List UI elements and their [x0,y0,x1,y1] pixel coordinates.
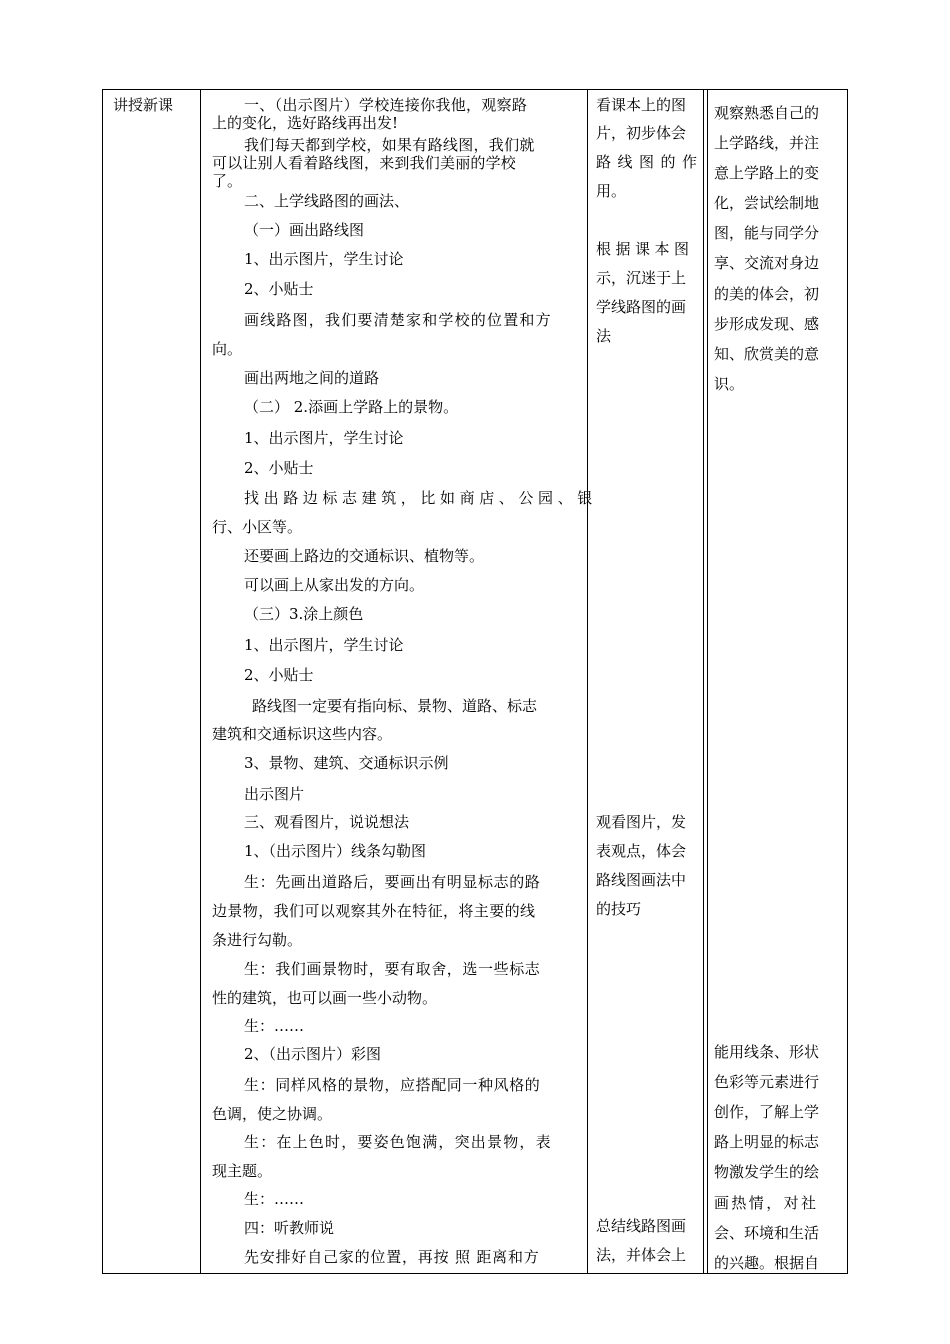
content-line: 2、小贴士 [244,666,314,684]
intent-line: 意上学路上的变 [714,164,820,182]
intent-line: 识。 [714,375,745,393]
intent-line: 观察熟悉自己的 [714,104,820,122]
content-line: 找出路边标志建筑，比如商店、公园、银 [244,489,597,507]
student-line: 观看图片，发 [596,813,687,831]
content-line: 画出两地之间的道路 [244,369,380,387]
content-line: 我们每天都到学校，如果有路线图，我们就 [244,136,535,154]
content-line: 二、上学线路图的画法、 [244,192,410,210]
content-line: 生：在上色时，要姿色饱满，突出景物，表 [244,1133,552,1151]
intent-line: 画热情，对社 [714,1194,819,1212]
student-line: 路线图的作 [596,153,704,171]
content-line: 1、出示图片，学生讨论 [244,429,404,447]
intent-line: 能用线条、形状 [714,1043,820,1061]
content-line: 2、小贴士 [244,459,314,477]
content-line: 3、景物、建筑、交通标识示例 [244,754,449,772]
content-line: 现主题。 [212,1162,273,1180]
content-line: 1、（出示图片）线条勾勒图 [244,842,427,860]
intent-line: 会、环境和生活 [714,1224,820,1242]
content-line: 先安排好自己家的位置，再按 照 距离和方 [244,1248,540,1266]
content-line: （三）3.涂上颜色 [244,605,364,623]
content-line: 三、观看图片，说说想法 [244,813,410,831]
intent-line: 的美的体会，初 [714,285,820,303]
content-line: 画线路图，我们要清楚家和学校的位置和方 [244,311,552,329]
content-line: 性的建筑，也可以画一些小动物。 [212,989,438,1007]
student-line: 根据课本图 [596,240,694,258]
phase-label: 讲授新课 [113,96,174,114]
content-line: 生：…… [244,1017,305,1035]
content-line: 上的变化，选好路线再出发! [212,114,399,132]
table-border-bottom [102,1273,848,1274]
student-line: 法 [596,327,612,345]
content-line: 四：听教师说 [244,1219,335,1237]
intent-line: 色彩等元素进行 [714,1073,820,1091]
content-line: （一）画出路线图 [244,221,365,239]
content-line: 路线图一定要有指向标、景物、道路、标志 [252,697,538,715]
content-line: 可以画上从家出发的方向。 [244,576,425,594]
student-line: 表观点，体会 [596,842,687,860]
intent-line: 享、交流对身边 [714,254,820,272]
student-line: 示，沉迷于上 [596,269,687,287]
intent-line: 步形成发现、感 [714,315,820,333]
column-divider-3b [707,89,708,1274]
content-line: 2、小贴士 [244,280,314,298]
table-border-right [847,89,848,1274]
content-line: 了。 [212,172,243,190]
content-line: 色调，使之协调。 [212,1105,333,1123]
content-line: 可以让别人看着路线图，来到我们美丽的学校 [212,154,517,172]
intent-line: 知、欣赏美的意 [714,345,820,363]
content-line: 1、出示图片，学生讨论 [244,250,404,268]
content-line: 出示图片 [244,785,305,803]
content-line: 一、（出示图片）学校连接你我他，观察路 [244,96,528,114]
column-divider-3 [703,89,704,1274]
content-line: 边景物，我们可以观察其外在特征，将主要的线 [212,902,536,920]
student-line: 片，初步体会 [596,124,687,142]
content-line: 行、小区等。 [212,518,303,536]
table-border-top [102,89,848,90]
column-divider-1 [200,89,201,1274]
student-line: 看课本上的图 [596,96,687,114]
content-line: 1、出示图片，学生讨论 [244,636,404,654]
content-line: 生：先画出道路后，要画出有明显标志的路 [244,873,541,891]
content-line: 建筑和交通标识这些内容。 [212,725,393,743]
content-line: 向。 [212,340,243,358]
intent-line: 物激发学生的绘 [714,1163,820,1181]
student-line: 用。 [596,182,627,200]
student-line: 的技巧 [596,900,642,918]
intent-line: 的兴趣。根据自 [714,1254,820,1272]
intent-line: 化，尝试绘制地 [714,194,820,212]
content-line: 还要画上路边的交通标识、植物等。 [244,547,485,565]
content-line: （二） 2.添画上学路上的景物。 [244,398,459,416]
intent-line: 创作，了解上学 [714,1103,820,1121]
content-line: 生：同样风格的景物，应搭配同一种风格的 [244,1076,541,1094]
content-line: 2、（出示图片）彩图 [244,1045,382,1063]
column-divider-2 [587,89,588,1274]
intent-line: 路上明显的标志 [714,1133,820,1151]
content-line: 生：我们画景物时，要有取舍，选一些标志 [244,960,541,978]
student-line: 学线路图的画 [596,298,687,316]
content-line: 条进行勾勒。 [212,931,303,949]
content-line: 生：…… [244,1190,305,1208]
table-border-left [102,89,103,1274]
student-line: 法，并体会上 [596,1246,687,1264]
intent-line: 图，能与同学分 [714,224,820,242]
student-line: 路线图画法中 [596,871,687,889]
intent-line: 上学路线，并注 [714,134,820,152]
student-line: 总结线路图画 [596,1217,687,1235]
